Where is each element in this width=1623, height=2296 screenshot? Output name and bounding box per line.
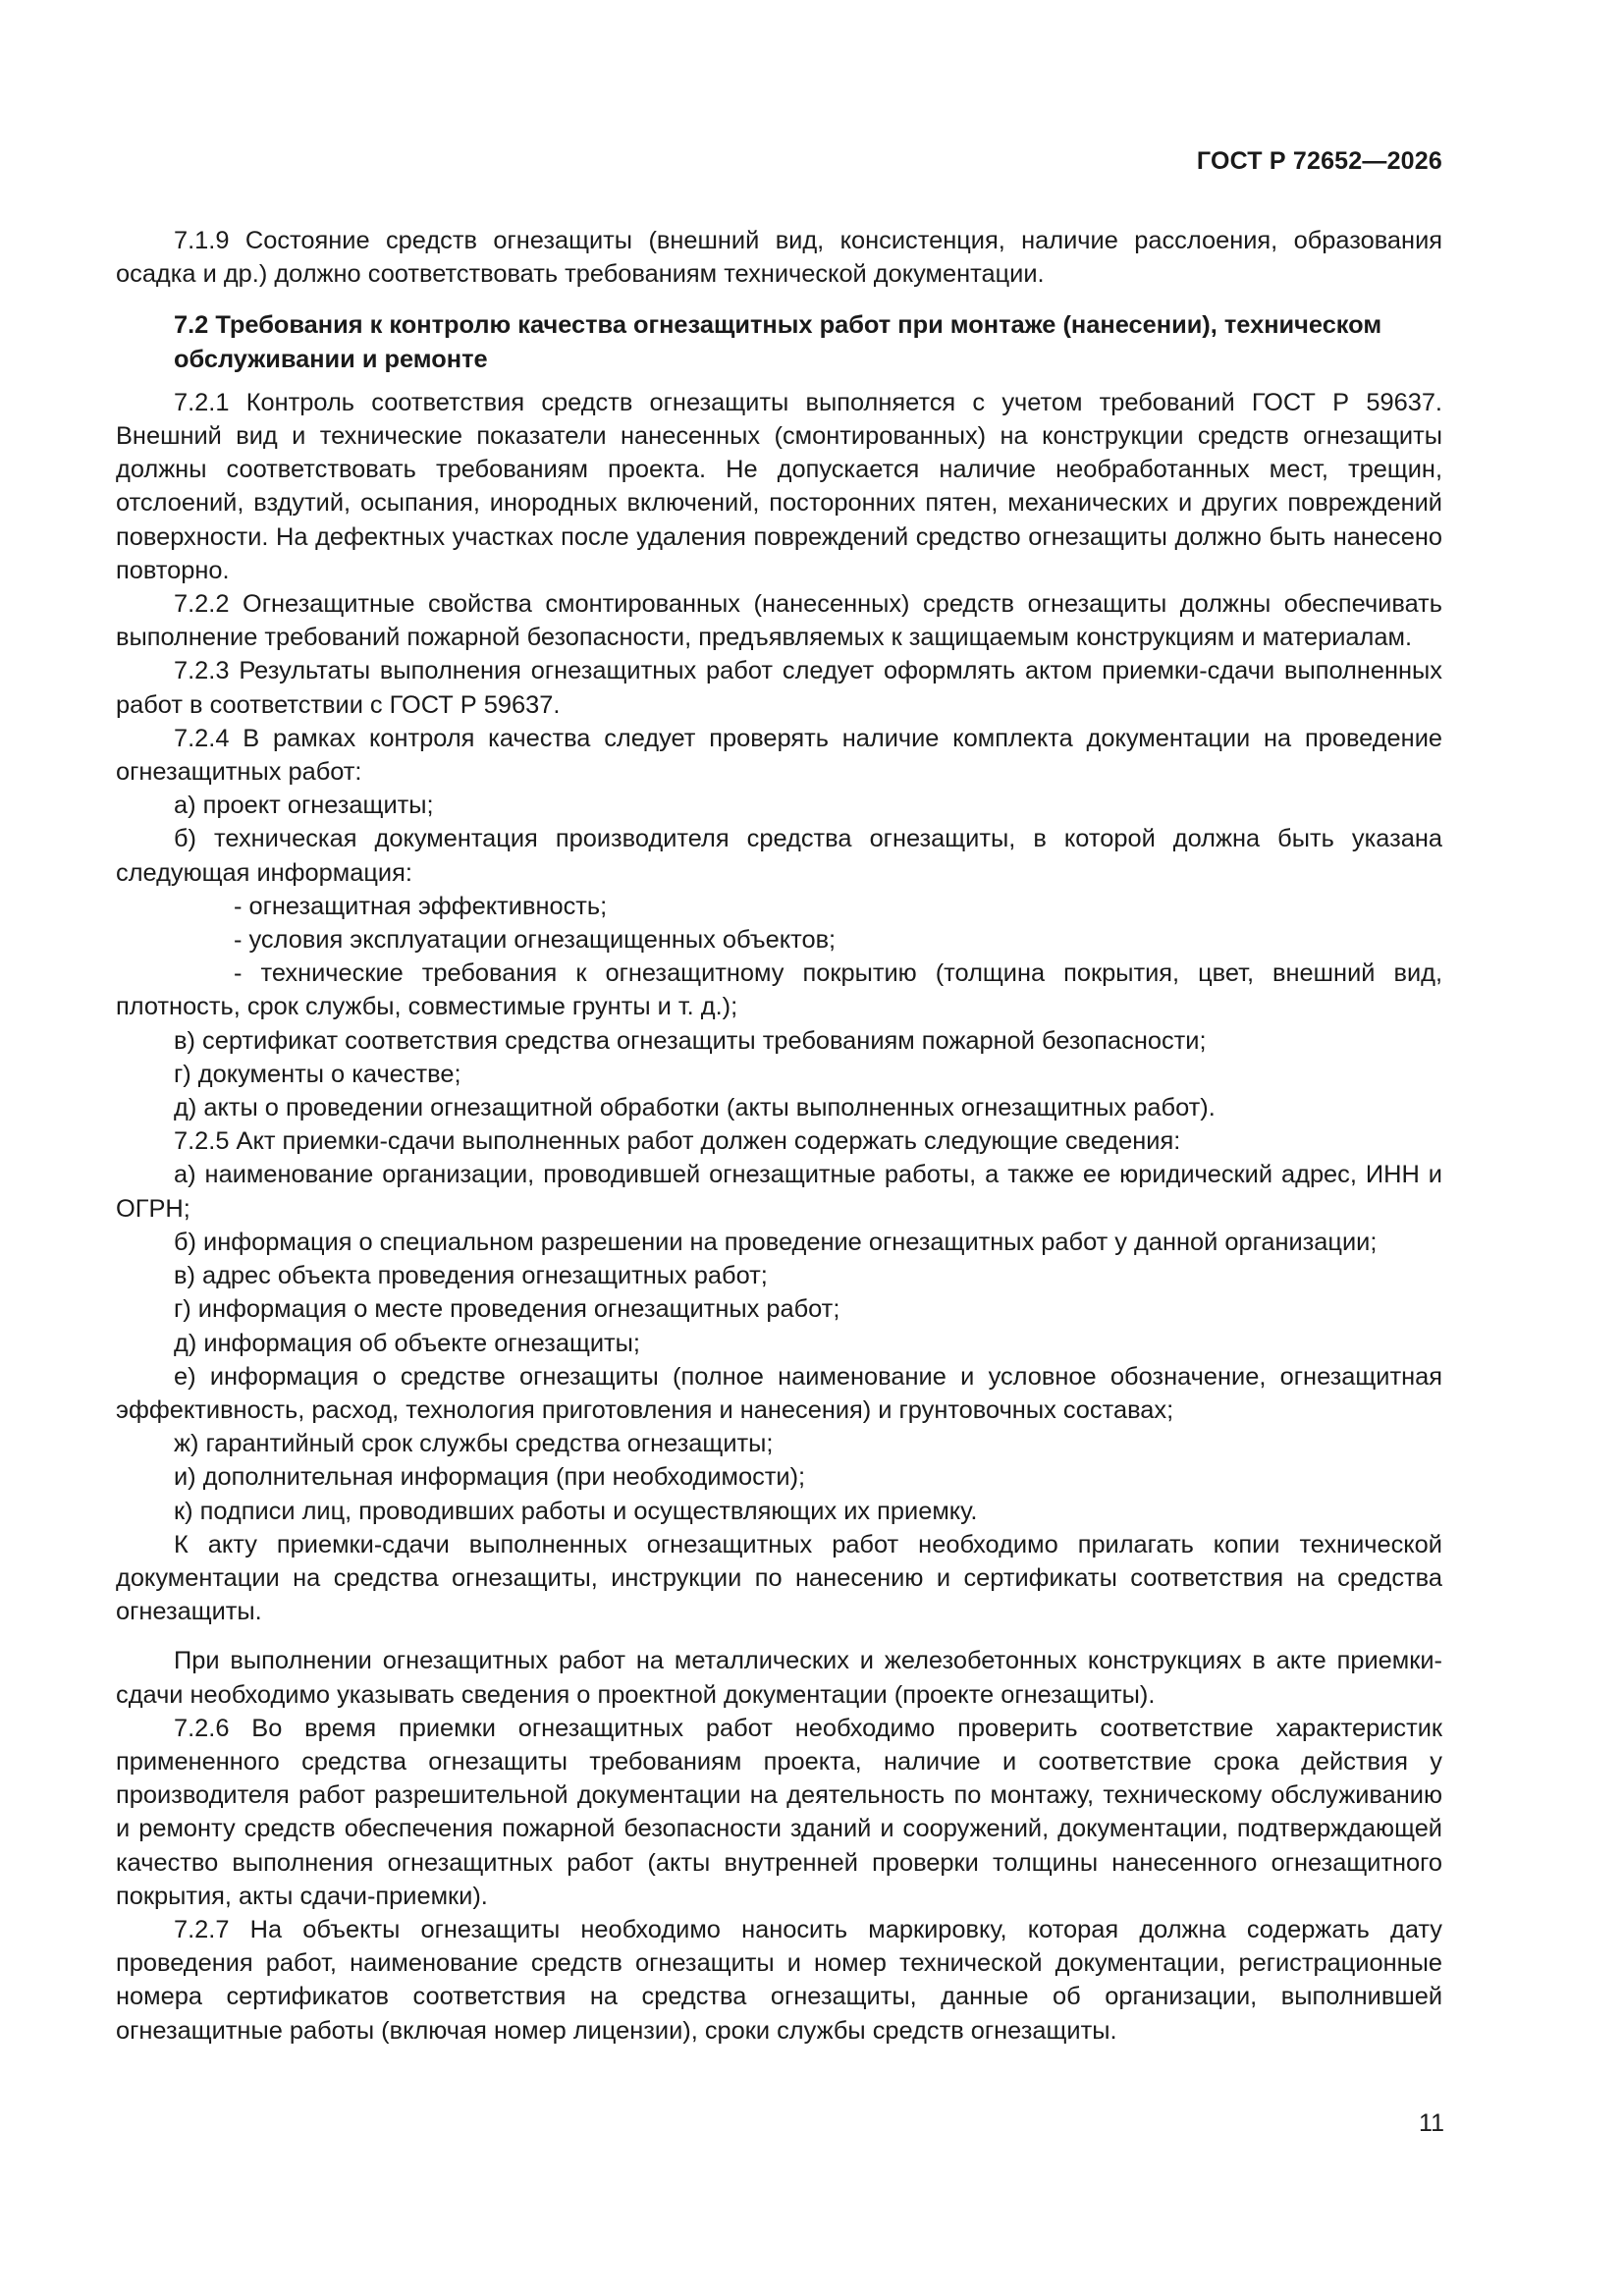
list-item: к) подписи лиц, проводивших работы и осуществляющих их приемку. xyxy=(174,1497,978,1525)
list-item-dash: - огнезащитная эффективность; xyxy=(234,892,608,920)
list-item: д) акты о проведении огнезащитной обработки (акты выполненных огнезащитных работ). xyxy=(174,1094,1216,1122)
page-number: 11 xyxy=(1419,2109,1444,2137)
paragraph: 7.2.6 Во время приемки огнезащитных работ необходимо проверить соответствие характеристик примененного средства огнезащиты требованиям проекта, наличие и соответствие срока действия у производителя работ разрешительной документации на деятельность по монтажу, техническому обслуживанию и ремонту средств обеспечения пожарной безопасности зданий и сооружений, документации, подтверждающей качество выполнения огнезащитных работ (акты внутренней проверки толщины нанесенного огнезащитного покрытия, акты сдачи-приемки). xyxy=(116,1714,1442,1910)
paragraph: При выполнении огнезащитных работ на металлических и железобетонных конструкциях в акте приемки-сдачи необходимо указывать сведения о проектной документации (проекте огнезащиты). xyxy=(116,1647,1442,1709)
paragraph: 7.2.2 Огнезащитные свойства смонтированных (нанесенных) средств огнезащиты должны обеспечивать выполнение требований пожарной безопасности, предъявляемых к защищаемым конструкциям и материалам. xyxy=(116,590,1442,652)
list-item: ж) гарантийный срок службы средства огнезащиты; xyxy=(174,1430,774,1458)
document-code-header: ГОСТ Р 72652—2026 xyxy=(1196,147,1442,175)
document-body xyxy=(116,224,1442,2048)
list-item: и) дополнительная информация (при необходимости); xyxy=(174,1463,806,1492)
paragraph: 7.2.1 Контроль соответствия средств огнезащиты выполняется с учетом требований ГОСТ Р 59637. Внешний вид и технические показатели нанесенных (смонтированных) на конструкции средств огнезащиты должны соответствовать требованиям проекта. Не допускается наличие необработанных мест, трещин, отслоений, вздутий, осыпания, инородных включений, посторонних пятен, механических и других повреждений поверхности. На дефектных участках после удаления повреждений средство огнезащиты должно быть нанесено повторно. xyxy=(116,388,1442,584)
list-item: в) адрес объекта проведения огнезащитных работ; xyxy=(174,1262,768,1290)
paragraph: 7.1.9 Состояние средств огнезащиты (внешний вид, консистенция, наличие расслоения, образования осадка и др.) должно соответствовать требованиям технической документации. xyxy=(116,227,1442,289)
list-item: г) документы о качестве; xyxy=(174,1060,461,1088)
list-item: а) проект огнезащиты; xyxy=(174,792,434,820)
list-item: д) информация об объекте огнезащиты; xyxy=(174,1329,640,1357)
paragraph: 7.2.3 Результаты выполнения огнезащитных работ следует оформлять актом приемки-сдачи выполненных работ в соответствии с ГОСТ Р 59637. xyxy=(116,657,1442,719)
list-item: а) наименование организации, проводившей огнезащитные работы, а также ее юридический адрес, ИНН и ОГРН; xyxy=(116,1161,1442,1223)
list-item: б) техническая документация производителя средства огнезащиты, в которой должна быть указана следующая информация: xyxy=(116,825,1442,887)
list-item: е) информация о средстве огнезащиты (полное наименование и условное обозначение, огнезащитная эффективность, расход, технология приготовления и нанесения) и грунтовочных составах; xyxy=(116,1362,1442,1424)
paragraph: 7.2.5 Акт приемки-сдачи выполненных работ должен содержать следующие сведения: xyxy=(174,1127,1181,1156)
list-item: в) сертификат соответствия средства огнезащиты требованиям пожарной безопасности; xyxy=(174,1026,1207,1055)
list-item-dash: - условия эксплуатации огнезащищенных объектов; xyxy=(234,926,837,955)
section-heading: 7.2 Требования к контролю качества огнезащитных работ при монтаже (нанесении), техническом обслуживании и ремонте xyxy=(174,311,1382,373)
paragraph: К акту приемки-сдачи выполненных огнезащитных работ необходимо прилагать копии технической документации на средства огнезащиты, инструкции по нанесению и сертификаты соответствия на средства огнезащиты. xyxy=(116,1530,1442,1626)
paragraph: 7.2.4 В рамках контроля качества следует проверять наличие комплекта документации на проведение огнезащитных работ: xyxy=(116,724,1442,787)
paragraph: 7.2.7 На объекты огнезащиты необходимо наносить маркировку, которая должна содержать дату проведения работ, наименование средств огнезащиты и номер технической документации, регистрационные номера сертификатов соответствия на средства огнезащиты, данные об организации, выполнившей огнезащитные работы (включая номер лицензии), сроки службы средств огнезащиты. xyxy=(116,1915,1442,2045)
list-item: б) информация о специальном разрешении на проведение огнезащитных работ у данной организации; xyxy=(174,1228,1378,1256)
list-item: г) информация о месте проведения огнезащитных работ; xyxy=(174,1295,840,1324)
list-item-dash: - технические требования к огнезащитному покрытию (толщина покрытия, цвет, внешний вид, плотность, срок службы, совместимые грунты и т. д.); xyxy=(116,959,1442,1021)
